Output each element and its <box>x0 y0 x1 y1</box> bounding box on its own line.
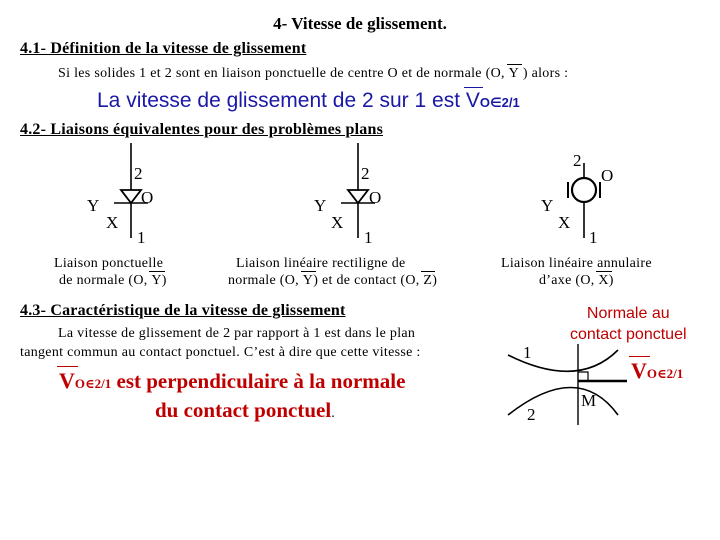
d1-label-y: Y <box>87 196 100 215</box>
d2-label-y: Y <box>314 196 327 215</box>
vector-v: V <box>465 89 480 112</box>
d1-label-x: X <box>106 213 119 232</box>
contact-wedge-icon <box>348 190 368 203</box>
vector-y: Y <box>508 66 520 81</box>
lineaire-annulaire-symbol <box>568 163 600 238</box>
d1-label-1: 1 <box>137 228 146 247</box>
d2-label-o: O <box>369 188 382 207</box>
section-4-1-heading: 4.1- Définition de la vitesse de glissement <box>20 40 307 57</box>
d2-label-x: X <box>331 213 344 232</box>
d2-label-1: 1 <box>364 228 373 247</box>
fig-label-m: M <box>581 391 597 410</box>
d1-caption-a: de normale (O, <box>59 273 148 288</box>
right-angle-icon <box>578 372 588 381</box>
d3-caption-b: ) <box>608 273 614 288</box>
d2-caption-b: ) et de contact (O, <box>313 273 420 288</box>
section-4-2-heading: 4.2- Liaisons équivalentes pour des problèmes plans <box>20 121 384 138</box>
definition-sentence-b: ) alors : <box>522 66 569 81</box>
perpendicular-statement <box>59 368 405 394</box>
perpendicular-line2 <box>155 398 335 423</box>
vector-subscript: O∈2/1 <box>646 366 684 381</box>
vector-y: Y <box>151 273 162 288</box>
d1-label-o: O <box>141 188 154 207</box>
vector-v: V <box>59 368 75 393</box>
vector-v: V <box>631 358 647 383</box>
sphere-icon <box>572 178 596 202</box>
d1-caption-line2 <box>59 273 167 289</box>
d3-label-y: Y <box>541 196 554 215</box>
fig-velocity-label <box>631 358 683 384</box>
d3-label-1: 1 <box>589 228 598 247</box>
characteristic-line2: tangent commun au contact ponctuel. C’est à dire que cette vitesse : <box>20 345 421 360</box>
characteristic-line1: La vitesse de glissement de 2 par rapport à 1 est dans le plan <box>58 326 416 341</box>
vector-z: Z <box>423 273 433 288</box>
d1-caption-b: ) <box>161 273 167 288</box>
vector-subscript: O∈2/1 <box>479 95 520 110</box>
section-4-3-heading: 4.3- Caractéristique de la vitesse de glissement <box>20 302 346 319</box>
d3-label-x: X <box>558 213 571 232</box>
d3-label-2: 2 <box>573 151 582 170</box>
normal-label-line2: contact ponctuel <box>570 326 687 343</box>
definition-sentence-a: Si les solides 1 et 2 sont en liaison ponctuelle de centre O et de normale (O, <box>58 66 505 81</box>
d3-caption-a: d’axe (O, <box>539 273 595 288</box>
d2-caption-a: normale (O, <box>228 273 299 288</box>
d1-caption-line1: Liaison ponctuelle <box>54 256 164 271</box>
d3-caption-line1: Liaison linéaire annulaire <box>501 256 652 271</box>
normal-label-line1: Normale au <box>586 305 670 322</box>
vector-x: X <box>598 273 609 288</box>
perpendicular-text: est perpendiculaire à la normale <box>116 369 406 393</box>
normal-label <box>570 303 687 345</box>
d2-label-2: 2 <box>361 164 370 183</box>
fig-label-2: 2 <box>527 405 536 424</box>
page-title: 4- Vitesse de glissement. <box>273 14 447 33</box>
contact-cone-icon <box>121 190 141 203</box>
vector-y: Y <box>302 273 314 288</box>
d2-caption-c: ) <box>432 273 438 288</box>
d1-label-2: 2 <box>134 164 143 183</box>
fig-label-1: 1 <box>523 343 532 362</box>
period: . <box>331 406 335 421</box>
curve-solid-2 <box>508 388 618 416</box>
d3-caption-line2 <box>539 273 614 289</box>
perpendicular-text-2: du contact ponctuel <box>155 398 332 422</box>
d3-label-o: O <box>601 166 614 185</box>
vector-subscript: O∈2/1 <box>74 376 112 391</box>
statement-text: La vitesse de glissement de 2 sur 1 est <box>97 89 461 112</box>
d2-caption-line1: Liaison linéaire rectiligne de <box>236 256 406 271</box>
d2-caption-line2 <box>228 273 437 289</box>
